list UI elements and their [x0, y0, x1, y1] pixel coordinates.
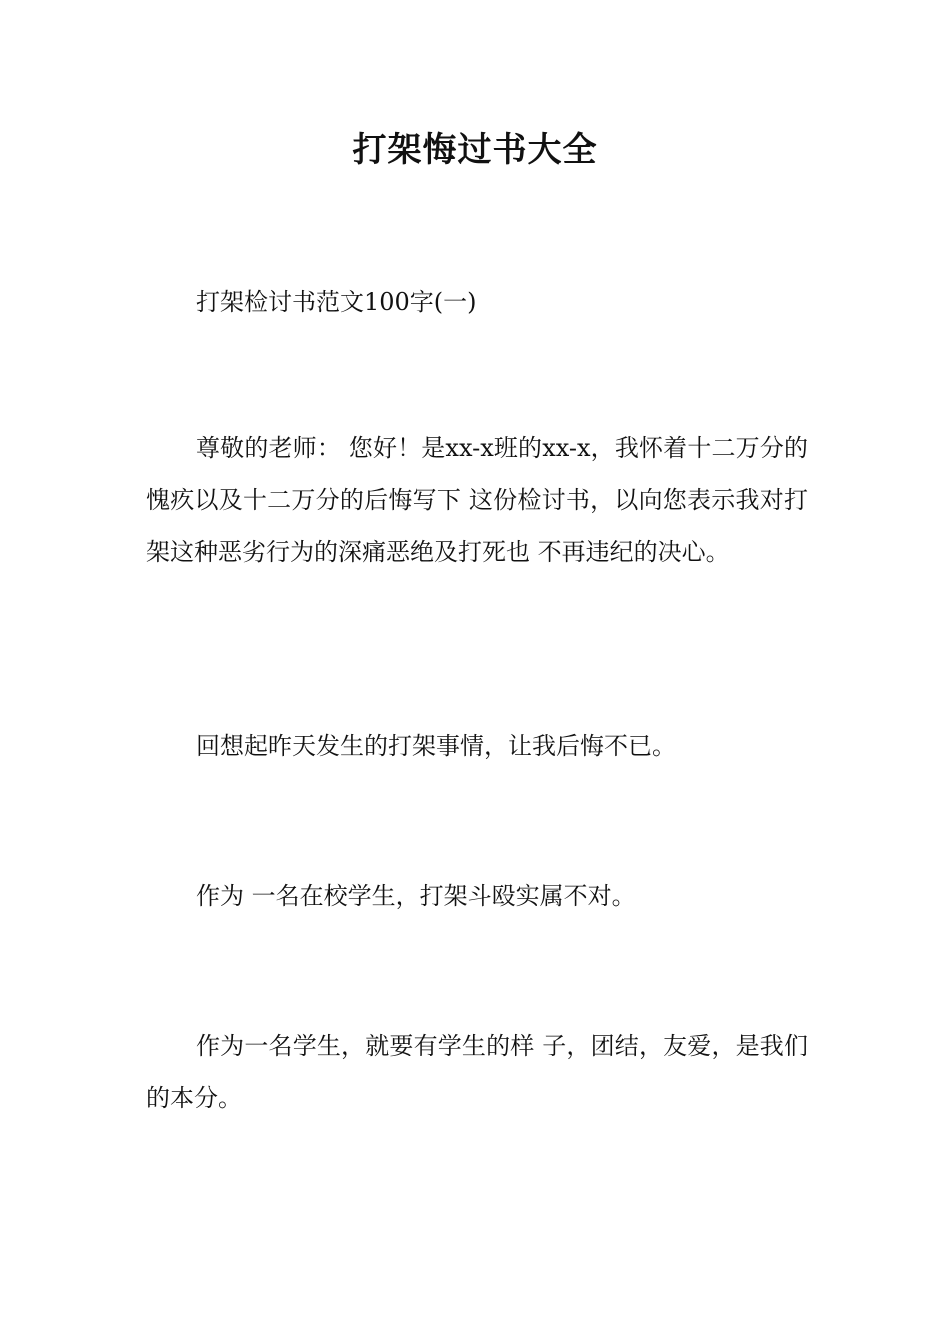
section-heading: 打架检讨书范文100字(一): [196, 288, 477, 316]
paragraph-duty: 作为一名学生，就要有学生的样 子，团结，友爱，是我们的本分。: [146, 1032, 808, 1112]
paragraph-student-role: 作为 一名在校学生，打架斗殴实属不对。: [196, 882, 636, 910]
paragraph-recollection: 回想起昨天发生的打架事情，让我后悔不已。: [196, 732, 676, 760]
document-title: 打架悔过书大全: [352, 130, 598, 170]
paragraph-greeting: 尊敬的老师： 您好！是xx-x班的xx-x，我怀着十二万分的愧疚以及十二万分的后悔写下 这份检讨书，以向您表示我对打架这种恶劣行为的深痛恶绝及打死也 不再违纪的决心。: [146, 434, 808, 566]
